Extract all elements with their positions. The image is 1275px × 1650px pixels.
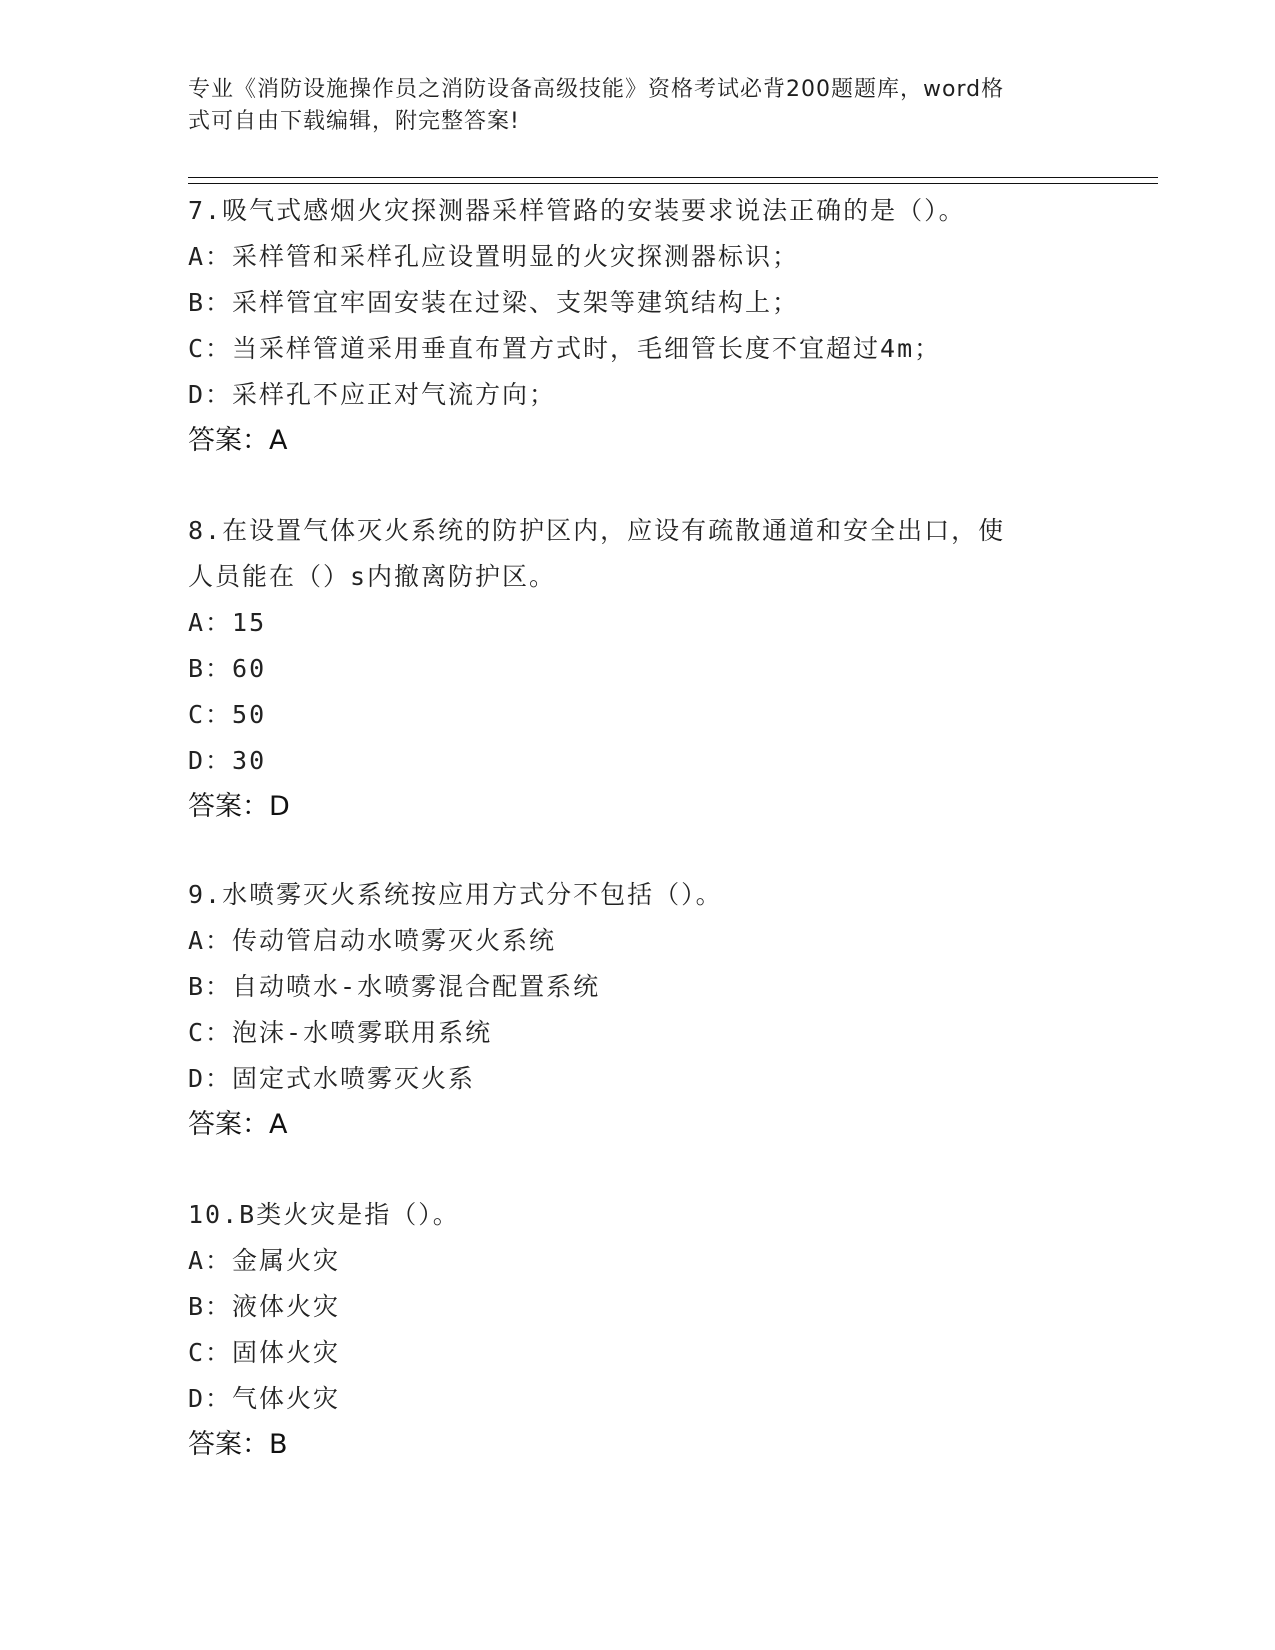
option-b: B：液体火灾 bbox=[188, 1292, 341, 1321]
header-divider-bottom bbox=[188, 183, 1158, 184]
answer-label: 答案：A bbox=[188, 1109, 288, 1140]
option-c: C：当采样管道采用垂直布置方式时，毛细管长度不宜超过4m； bbox=[188, 334, 942, 363]
header-line-2: 式可自由下载编辑，附完整答案! bbox=[188, 109, 520, 134]
header-divider-top bbox=[188, 177, 1158, 178]
option-d: D：固定式水喷雾灭火系 bbox=[188, 1064, 476, 1093]
question-stem: 9.水喷雾灭火系统按应用方式分不包括（）。 bbox=[188, 880, 723, 909]
answer-label: 答案：D bbox=[188, 791, 290, 822]
question-stem: 8.在设置气体灭火系统的防护区内，应设有疏散通道和安全出口，使 bbox=[188, 516, 1006, 545]
option-a: A：传动管启动水喷雾灭火系统 bbox=[188, 926, 557, 955]
question-stem-continued: 人员能在（）s内撤离防护区。 bbox=[188, 562, 557, 591]
question-stem: 7.吸气式感烟火灾探测器采样管路的安装要求说法正确的是（）。 bbox=[188, 196, 966, 225]
option-c: C：50 bbox=[188, 700, 267, 729]
option-a: A：采样管和采样孔应设置明显的火灾探测器标识； bbox=[188, 242, 800, 271]
question-9 bbox=[188, 872, 1088, 1148]
option-d: D：采样孔不应正对气流方向； bbox=[188, 380, 557, 409]
question-10 bbox=[188, 1192, 1088, 1468]
option-c: C：固体火灾 bbox=[188, 1338, 341, 1367]
question-8 bbox=[188, 508, 1088, 830]
answer-label: 答案：A bbox=[188, 425, 288, 456]
document-header bbox=[188, 74, 1068, 138]
option-d: D：气体火灾 bbox=[188, 1384, 341, 1413]
option-a: A：15 bbox=[188, 608, 267, 637]
option-c: C：泡沫-水喷雾联用系统 bbox=[188, 1018, 493, 1047]
option-b: B：自动喷水-水喷雾混合配置系统 bbox=[188, 972, 601, 1001]
question-7 bbox=[188, 188, 1088, 464]
option-b: B：采样管宜牢固安装在过梁、支架等建筑结构上； bbox=[188, 288, 800, 317]
option-a: A：金属火灾 bbox=[188, 1246, 341, 1275]
option-d: D：30 bbox=[188, 746, 267, 775]
question-stem: 10.B类火灾是指（）。 bbox=[188, 1200, 460, 1229]
header-line-1: 专业《消防设施操作员之消防设备高级技能》资格考试必背200题题库，word格 bbox=[188, 77, 1005, 102]
option-b: B：60 bbox=[188, 654, 267, 683]
answer-label: 答案：B bbox=[188, 1429, 288, 1460]
